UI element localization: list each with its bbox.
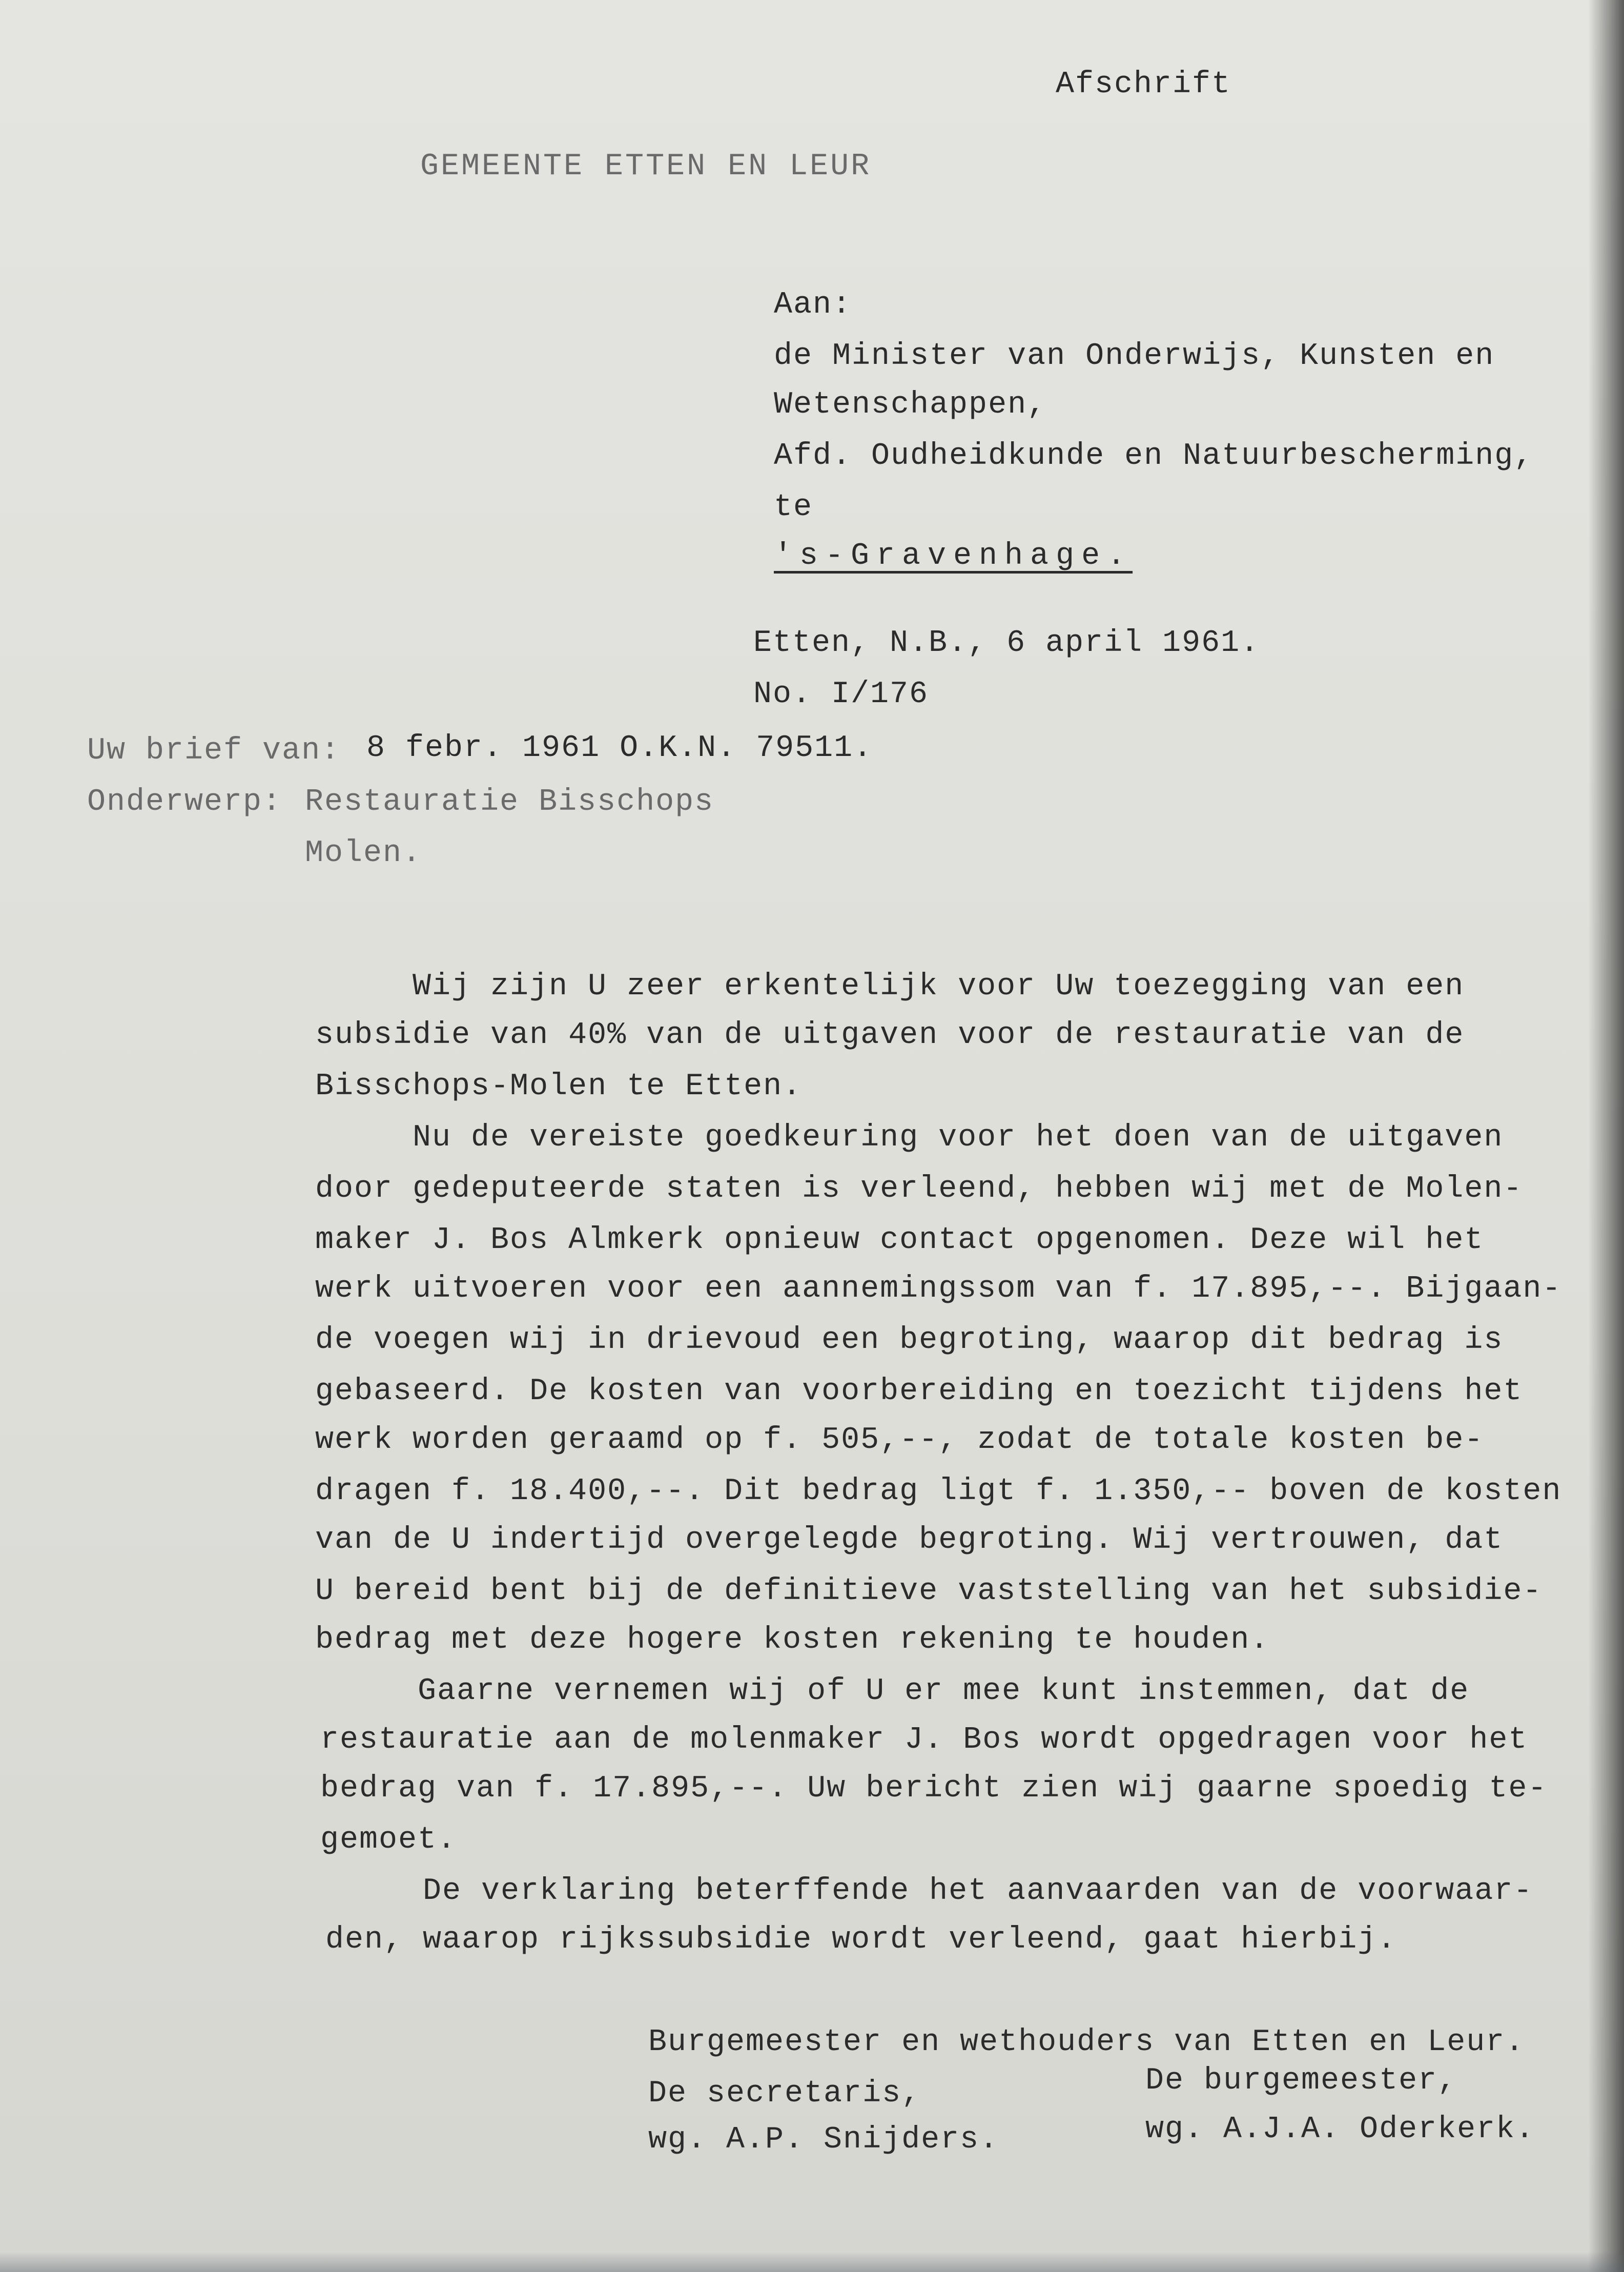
page-bottom-edge (0, 2251, 1624, 2272)
body-line: dragen f. 18.400,--. Dit bedrag ligt f. 1.350,-- boven de kosten (315, 1474, 1562, 1509)
body-line: gemoet. (320, 1823, 457, 1857)
your-letter-label: Uw brief van: (87, 733, 341, 768)
signing-authority: Burgemeester en wethouders van Etten en Leur. (648, 2025, 1525, 2060)
your-letter-value: 8 febr. 1961 O.K.N. 79511. (366, 731, 873, 766)
body-line: de voegen wij in drievoud een begroting, waarop dit bedrag is (315, 1323, 1504, 1358)
body-line: bedrag van f. 17.895,--. Uw bericht zien wij gaarne spoedig te- (320, 1771, 1548, 1806)
recipient-line-1: de Minister van Onderwijs, Kunsten en (774, 339, 1495, 374)
secretary-title: De secretaris, (648, 2076, 921, 2111)
mayor-name: wg. A.J.A. Oderkerk. (1145, 2112, 1535, 2147)
recipient-city: 's-Gravenhage. (774, 539, 1133, 574)
body-line: subsidie van 40% van de uitgaven voor de restauratie van de (315, 1018, 1465, 1053)
body-line: den, waarop rijkssubsidie wordt verleend, gaat hierbij. (325, 1922, 1397, 1957)
body-line: Gaarne vernemen wij of U er mee kunt instemmen, dat de (418, 1674, 1470, 1709)
secretary-name: wg. A.P. Snijders. (648, 2122, 999, 2157)
recipient-to-label: Aan: (774, 288, 852, 322)
sender-heading: GEMEENTE ETTEN EN LEUR (420, 149, 872, 184)
recipient-line-2: Wetenschappen, (774, 387, 1047, 422)
body-line: bedrag met deze hogere kosten rekening te houden. (315, 1623, 1270, 1657)
subject-label: Onderwerp: (87, 785, 282, 820)
body-line: gebaseerd. De kosten van voorbereiding en toezicht tijdens het (315, 1374, 1523, 1409)
body-line: Wij zijn U zeer erkentelijk voor Uw toezegging van een (413, 969, 1465, 1004)
subject-line-2: Molen. (305, 836, 422, 871)
body-line: van de U indertijd overgelegde begroting. Wij vertrouwen, dat (315, 1523, 1504, 1558)
recipient-line-4: te (774, 490, 813, 525)
place-date: Etten, N.B., 6 april 1961. (753, 626, 1260, 661)
body-line: door gedeputeerde staten is verleend, hebben wij met de Molen- (315, 1172, 1523, 1206)
body-line: Bisschops-Molen te Etten. (315, 1069, 803, 1104)
letter-number: No. I/176 (753, 677, 929, 712)
copy-mark: Afschrift (1056, 67, 1231, 102)
recipient-line-3: Afd. Oudheidkunde en Natuurbescherming, (774, 439, 1534, 474)
body-line: De verklaring beterffende het aanvaarden van de voorwaar- (423, 1874, 1533, 1909)
body-line: Nu de vereiste goedkeuring voor het doen van de uitgaven (413, 1120, 1504, 1155)
body-line: U bereid bent bij de definitieve vaststelling van het subsidie- (315, 1574, 1543, 1609)
body-line: werk uitvoeren voor een aannemingssom van f. 17.895,--. Bijgaan- (315, 1272, 1562, 1306)
page-edge-shadow (1588, 0, 1624, 2272)
body-line: werk worden geraamd op f. 505,--, zodat de totale kosten be- (315, 1423, 1484, 1458)
body-line: restauratie aan de molenmaker J. Bos wordt opgedragen voor het (320, 1723, 1528, 1757)
mayor-title: De burgemeester, (1145, 2063, 1457, 2098)
body-line: maker J. Bos Almkerk opnieuw contact opgenomen. Deze wil het (315, 1223, 1484, 1258)
subject-line-1: Restauratie Bisschops (305, 785, 714, 820)
